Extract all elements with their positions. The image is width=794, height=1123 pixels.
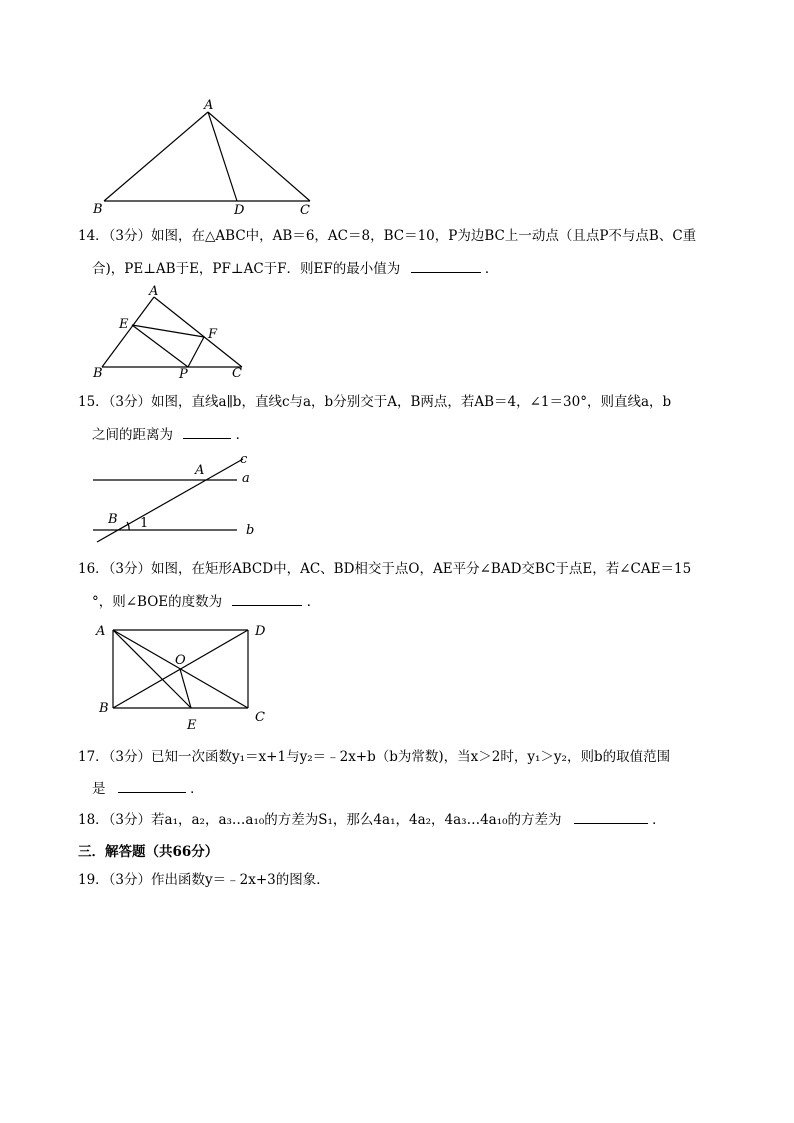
q16-label-O: O (175, 653, 186, 668)
q16-line2-text: °，则∠BOE的度数为 (92, 594, 223, 610)
label-A: A (204, 98, 214, 113)
q14-label-P: P (179, 367, 188, 382)
q16-label-A: A (96, 624, 106, 639)
q17-line2-text: 是 (92, 781, 106, 797)
q14-line2-text: 合)，PE⊥AB于E，PF⊥AC于F．则EF的最小值为 (92, 261, 401, 277)
q18-answer-blank[interactable] (574, 809, 648, 824)
q16-label-C: C (255, 710, 265, 725)
q15-label-c: c (240, 452, 248, 467)
q17-line1: 17．（3分）已知一次函数y₁＝x+1与y₂＝﹣2x+b（b为常数)，当x＞2时，y₁＞y₂，则b的取值范围 (78, 749, 671, 765)
q15-line2 (92, 424, 249, 445)
q15-label-A: A (195, 463, 205, 478)
section-heading: 三．解答题（共66分） (78, 844, 219, 860)
q14-label-A: A (149, 284, 159, 299)
q14-label-F: F (208, 327, 218, 342)
q15-line2-end: ． (235, 427, 250, 443)
q14-line2-end: ． (484, 261, 499, 277)
q17-line2-end: ． (190, 781, 204, 797)
q15-label-1: 1 (140, 516, 149, 531)
q17-line2 (92, 778, 204, 799)
q14-label-B: B (93, 366, 103, 381)
q18-line (78, 809, 666, 830)
q16-answer-blank[interactable] (232, 591, 302, 606)
q14-label-C: C (232, 366, 242, 381)
q15-label-a: a (242, 471, 250, 486)
q19-line: 19．（3分）作出函数y＝﹣2x+3的图象． (78, 872, 330, 888)
label-B: B (93, 202, 103, 217)
q15-label-B: B (108, 512, 118, 527)
figure-q13 (80, 95, 340, 220)
q15-answer-blank[interactable] (183, 424, 231, 439)
q16-label-D: D (255, 624, 266, 639)
q16-label-B: B (99, 701, 109, 716)
q14-line2 (92, 258, 498, 279)
q16-line1: 16．（3分）如图，在矩形ABCD中，AC、BD相交于点O，AE平分∠BAD交BC于点E，若∠CAE＝15 (78, 561, 692, 577)
q14-line1: 14．（3分）如图，在△ABC中，AB＝6，AC＝8，BC＝10，P为边BC上一动点（且点P不与点B、C重 (78, 228, 697, 244)
q16-label-E: E (187, 718, 197, 733)
q16-line2 (92, 591, 320, 612)
q18-end: ． (652, 812, 666, 828)
q15-label-b: b (246, 523, 255, 538)
q18-text: 18．（3分）若a₁，a₂，a₃…a₁₀的方差为S₁，那么4a₁，4a₂，4a₃…4a₁₀的方差为 (78, 812, 562, 828)
q16-line2-end: ． (306, 594, 321, 610)
label-D: D (234, 203, 245, 218)
q15-line2-text: 之间的距离为 (92, 427, 173, 443)
q15-line1: 15．（3分）如图，直线a∥b，直线c与a，b分别交于A，B两点，若AB＝4，∠1＝30°，则直线a，b (78, 394, 672, 410)
figure-q15 (85, 450, 255, 550)
q14-label-E: E (119, 317, 129, 332)
q14-answer-blank[interactable] (411, 258, 481, 273)
label-C: C (300, 203, 310, 218)
q17-answer-blank[interactable] (118, 778, 186, 793)
